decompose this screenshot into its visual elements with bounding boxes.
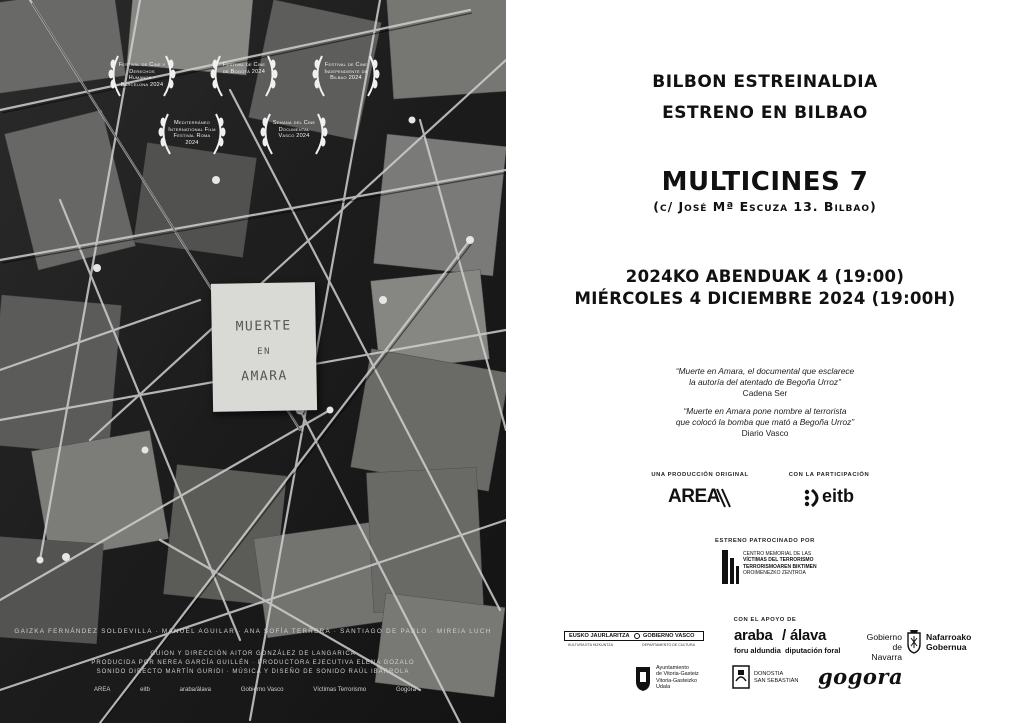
poster-logo: eitb <box>140 687 150 693</box>
award-text: Mediterráneo International Film Festival Roma 2024 <box>168 120 216 146</box>
sponsor-line: CENTRO MEMORIAL DE LAS <box>743 551 812 557</box>
date-eu: 2024KO ABENDUAK 4 (19:00) <box>625 267 905 286</box>
quote-line: que colocó la bomba que mató a Begoña Urroz” <box>675 417 855 427</box>
poster-logo: Gogora <box>395 687 416 693</box>
area-slashes-icon <box>668 482 732 512</box>
poster-logo: AREA <box>94 687 111 693</box>
premiere-heading-eu: BILBON ESTREINALDIA <box>652 72 878 92</box>
participation-label: CON LA PARTICIPACIÓN <box>788 472 870 478</box>
film-title-line: AMARA <box>241 368 288 385</box>
poster-logo-strip <box>94 684 416 696</box>
navarra-text: de Navarra <box>871 642 902 662</box>
film-title-line: MUERTE <box>235 318 292 335</box>
vitoria-text: Vitoria-Gasteizko <box>656 677 697 684</box>
gv-sub-text: DEPARTAMENTO DE CULTURA <box>642 643 695 647</box>
navarra-text: Gobierno <box>866 632 902 642</box>
area-logo <box>668 482 732 512</box>
donostia-text: SAN SEBASTIÁN <box>754 678 799 684</box>
poster-logo: araba/álava <box>179 687 212 693</box>
donostia-text: DONOSTIA <box>754 671 784 677</box>
date-es: MIÉRCOLES 4 DICIEMBRE 2024 (19:00H) <box>574 289 956 308</box>
navarra-shield-icon <box>905 628 923 654</box>
award-laurel <box>104 50 180 102</box>
donostia-logo <box>732 663 812 693</box>
eitb-logo-text: eitb <box>822 486 855 506</box>
eitb-icon <box>802 486 824 510</box>
vitoria-text: Udala <box>656 684 671 691</box>
alava-sub-text: diputación foral <box>785 646 841 655</box>
cast-credits: GAIZKA FERNÁNDEZ SOLDEVILLA · MANUEL AGUILAR · ANA SOFÍA TERRERA · SANTIAGO DE PABLO · MIREIA LUCH <box>14 628 492 635</box>
araba-sub-text: foru aldundia <box>734 646 781 655</box>
quote-source: Cadena Ser <box>742 388 788 398</box>
victims-memorial-logo <box>722 549 822 585</box>
award-text: Semana del Cine Documental Vasco 2024 <box>272 120 316 140</box>
memorial-icon <box>722 550 740 584</box>
sponsor-label: ESTRENO PATROCINADO POR <box>715 538 815 544</box>
alava-text: álava <box>790 627 827 644</box>
sponsor-line: OROIMENEZKO ZENTROA <box>743 570 806 577</box>
production-label: UNA PRODUCCIÓN ORIGINAL <box>651 472 749 478</box>
award-laurel <box>154 108 230 160</box>
venue-address: (c/ José Mª Escuza 13. Bilbao) <box>653 199 877 214</box>
director-credit: GUION Y DIRECCIÓN AITOR GONZÁLEZ DE LANGARICA <box>150 651 356 657</box>
quote-line: la autoría del atentado de Begoña Urroz” <box>689 377 841 387</box>
gobierno-vasco-logo <box>564 631 704 655</box>
gogora-text: gogora <box>818 664 904 689</box>
slash-separator-icon: / <box>782 627 787 644</box>
award-laurel <box>256 108 332 160</box>
premiere-heading-es: ESTRENO EN BILBAO <box>662 103 868 123</box>
producer-credits: PRODUCIDA POR NEREA GARCÍA GUILLÉN · PRODUCTORA EJECUTIVA ELENA GOZALO <box>91 660 415 666</box>
award-laurel <box>308 50 384 102</box>
vitoria-text: de Vitoria-Gasteiz <box>656 671 699 678</box>
gv-emblem-icon <box>634 633 640 639</box>
donostia-shield-icon <box>732 665 750 691</box>
support-label: CON EL APOYO DE <box>733 617 797 623</box>
nafarroa-text: Nafarroako <box>926 632 972 642</box>
vitoria-text: Ayuntamiento <box>656 665 689 671</box>
araba-alava-logo <box>734 627 844 659</box>
quote-source: Diario Vasco <box>741 428 789 438</box>
film-title-card <box>211 282 317 412</box>
area-logo-text: AREA <box>668 486 720 507</box>
venue-name: MULTICINES 7 <box>661 167 869 197</box>
gv-eu-text: EUSKO JAURLARITZA <box>569 633 630 639</box>
nafarroa-text: Gobernua <box>926 642 967 652</box>
gogora-logo <box>818 664 904 694</box>
film-poster <box>0 0 506 723</box>
navarra-logo <box>864 628 1004 662</box>
award-laurel <box>206 50 282 102</box>
gv-es-text: GOBIERNO VASCO <box>643 633 695 639</box>
press-quote <box>506 406 1024 439</box>
film-title-line: EN <box>257 346 272 358</box>
award-text: Festival de Cine Independiente de Bilbao 2024 <box>324 62 368 82</box>
award-text: Festival de Cine y Derechos Humanos · Barcelona 2024 <box>118 62 166 88</box>
quote-line: “Muerte en Amara, el documental que esclarece <box>675 366 855 376</box>
araba-text: araba <box>734 627 773 644</box>
gv-sub-text: KULTURA ETA HIZKUNTZA <box>568 643 613 647</box>
poster-logo: Víctimas Terrorismo <box>313 687 367 693</box>
press-quote <box>506 366 1024 399</box>
event-info-panel <box>506 0 1024 723</box>
eitb-logo <box>802 484 872 512</box>
poster-logo: Gobierno Vasco <box>240 687 284 693</box>
sponsor-line: TERRORISMOAREN BIKTIMEN <box>743 563 817 570</box>
sponsor-line: VÍCTIMAS DEL TERRORISMO <box>743 557 814 564</box>
award-text: Festival de Cine de Bogotá 2024 <box>222 62 266 75</box>
sound-credits: SONIDO DIRECTO MARTÍN GURIDI · MÚSICA Y DISEÑO DE SONIDO RAÚL IBARROLA <box>96 669 410 675</box>
vitoria-gasteiz-logo <box>634 663 724 693</box>
quote-line: “Muerte en Amara pone nombre al terrorista <box>683 406 847 416</box>
vitoria-shield-icon <box>634 664 652 692</box>
